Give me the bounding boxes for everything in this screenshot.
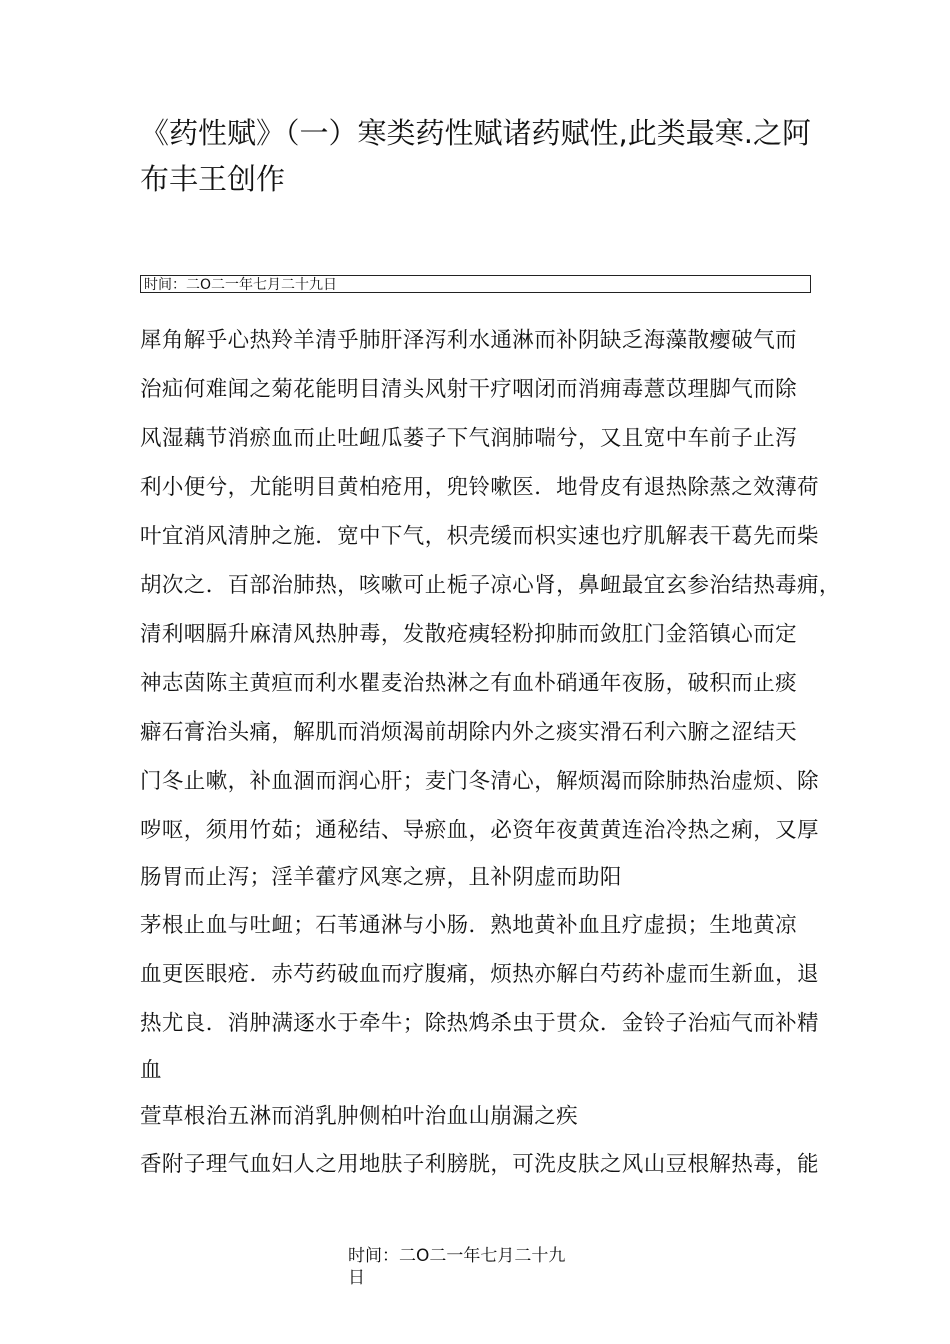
body-line: 哕呕，须用竹茹；通秘结、导瘀血，必资年夜黄黄连治冷热之痢，又厚 [140,818,819,843]
date-box: 时间：二O二一年七月二十九日 [140,275,811,293]
body-line: 清利咽膈升麻清风热肿毒，发散疮痍轻粉抑肺而敛肛门金箔镇心而定 [140,622,798,647]
body-line: 治疝何难闻之菊花能明目清头风射干疗咽闭而消痈毒薏苡理脚气而除 [140,377,798,402]
body-line: 癖石膏治头痛，解肌而消烦渴前胡除内外之痰实滑石利六腑之涩结天 [140,720,798,745]
body-line: 胡次之．百部治肺热，咳嗽可止栀子凉心肾，鼻衄最宜玄参治结热毒痈， [140,573,841,598]
body-line: 香附子理气血妇人之用地肤子利膀胱，可洗皮肤之风山豆根解热毒，能 [140,1152,819,1177]
body-line: 神志茵陈主黄疸而利水瞿麦治热淋之有血朴硝通年夜肠，破积而止痰 [140,671,798,696]
body-line: 利小便兮，尤能明目黄柏疮用，兜铃嗽医．地骨皮有退热除蒸之效薄荷 [140,475,819,500]
footer-date-line: 日 [348,1268,365,1288]
body-line: 萱草根治五淋而消乳肿侧柏叶治血山崩漏之疾 [140,1104,579,1129]
body-line: 肠胃而止泻；淫羊藿疗风寒之痹，且补阴虚而助阳 [140,865,622,890]
document-title: 《药性赋》（一）寒类药性赋诸药赋性,此类最寒.之阿布丰王创作 [140,116,811,196]
body-line: 风湿藕节消瘀血而止吐衄瓜蒌子下气润肺喘兮，又且宽中车前子止泻 [140,426,798,451]
body-line: 犀角解乎心热羚羊清乎肺肝泽泻利水通淋而补阴缺乏海藻散瘿破气而 [140,328,798,353]
footer-date-line: 时间：二O二一年七月二十九 [348,1246,566,1266]
body-line: 热尤良．消肿满逐水于牵牛；除热鸩杀虫于贯众．金铃子治疝气而补精 [140,1011,819,1036]
body-line: 叶宜消风清肿之施．宽中下气，枳壳缓而枳实速也疗肌解表干葛先而柴 [140,524,819,549]
body-line: 茅根止血与吐衄；石苇通淋与小肠．熟地黄补血且疗虚损；生地黄凉 [140,913,798,938]
body-line: 门冬止嗽，补血涸而润心肝；麦门冬清心，解烦渴而除肺热治虚烦、除 [140,769,819,794]
footer-date [348,1245,608,1289]
body-line: 血更医眼疮．赤芍药破血而疗腹痛，烦热亦解白芍药补虚而生新血，退 [140,962,819,987]
body-text [140,316,841,1189]
body-line: 血 [140,1058,162,1083]
